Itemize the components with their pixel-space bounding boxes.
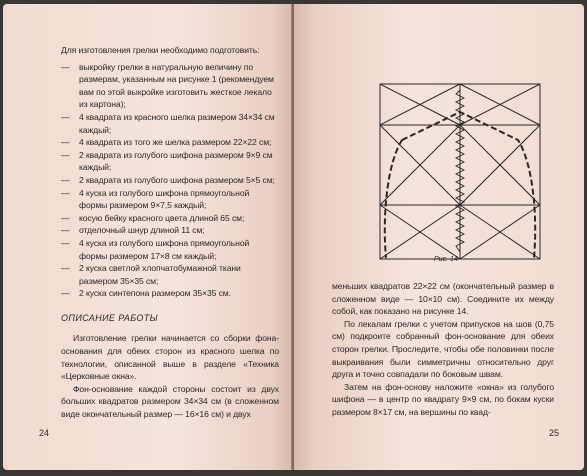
page-number: 24	[39, 428, 50, 438]
list-item: — 4 квадрата из того же шелка размером 22×22 см;	[61, 136, 279, 149]
list-item: — 2 квадрата из голубого шифона размером 5×5 см;	[61, 174, 279, 187]
list-item: — 2 куска синтепона размером 35×35 см.	[61, 287, 279, 300]
list-item: — выкройку грелки в натуральную величину по размерам, указанным на рисунке 1 (рекомендуем вам по этой выкройке изготовить жесткое лекало из картона);	[61, 61, 279, 111]
list-item: — 4 куска из голубого шифона прямоугольной формы размером 9×7,5 каждый;	[61, 187, 279, 212]
list-item: — 2 куска светлой хлопчатобумажной ткани размером 35×35 см;	[61, 262, 279, 287]
paragraph: Фон-основание каждой стороны состоит из двух больших квадратов размером 34×34 см (в сложенном виде окончательный размер — 16×16 см) и двух	[61, 383, 279, 420]
paragraph: Изготовление грелки начинается со сборки фона-основания для обеих сторон из красного шелка по технологии, описанной выше в разделе «Техника «Церковные окна».	[61, 333, 279, 382]
section-heading: ОПИСАНИЕ РАБОТЫ	[61, 312, 159, 323]
page-number: 25	[549, 428, 560, 438]
pattern-diagram	[372, 82, 548, 262]
list-item: — косую бейку красного цвета длиной 65 см;	[61, 212, 279, 225]
paragraph: меньших квадратов 22×22 см (окончательный размер в сложенном виде — 10×10 см). Соедините их между собой, как показано на рисунке 14.	[332, 281, 554, 317]
right-page-text	[332, 280, 554, 419]
list-item: — 4 квадрата из красного шелка размером 34×34 см каждый;	[61, 111, 279, 136]
left-page-text	[61, 44, 279, 421]
list-item: — 2 квадрата из голубого шифона размером 9×9 см каждый;	[61, 149, 279, 174]
intro-line: Для изготовления грелки необходимо подготовить:	[61, 45, 260, 55]
paragraph: По лекалам грелки с учетом припусков на шов (0,75 см) подкроите собранный фон-основание для обеих сторон грелки. Проследите, чтобы обе половинки после выкраивания были симметричны относительно друг друга и точно совпадали по боковым швам.	[332, 318, 554, 380]
list-item: — 4 куска из голубого шифона прямоугольной формы размером 17×8 см каждый;	[61, 237, 279, 262]
left-page	[3, 4, 292, 470]
materials-list	[61, 61, 279, 300]
paragraph: Затем на фон-основу наложите «окна» из голубого шифона — в центр по квадрату 9×9 см, по бокам куски размером 8×17 см, на вершины по квад-	[332, 381, 554, 417]
figure-caption: Рис. 14	[434, 256, 458, 263]
right-page	[294, 4, 584, 470]
list-item: — отделочный шнур длиной 11 см;	[61, 224, 279, 237]
